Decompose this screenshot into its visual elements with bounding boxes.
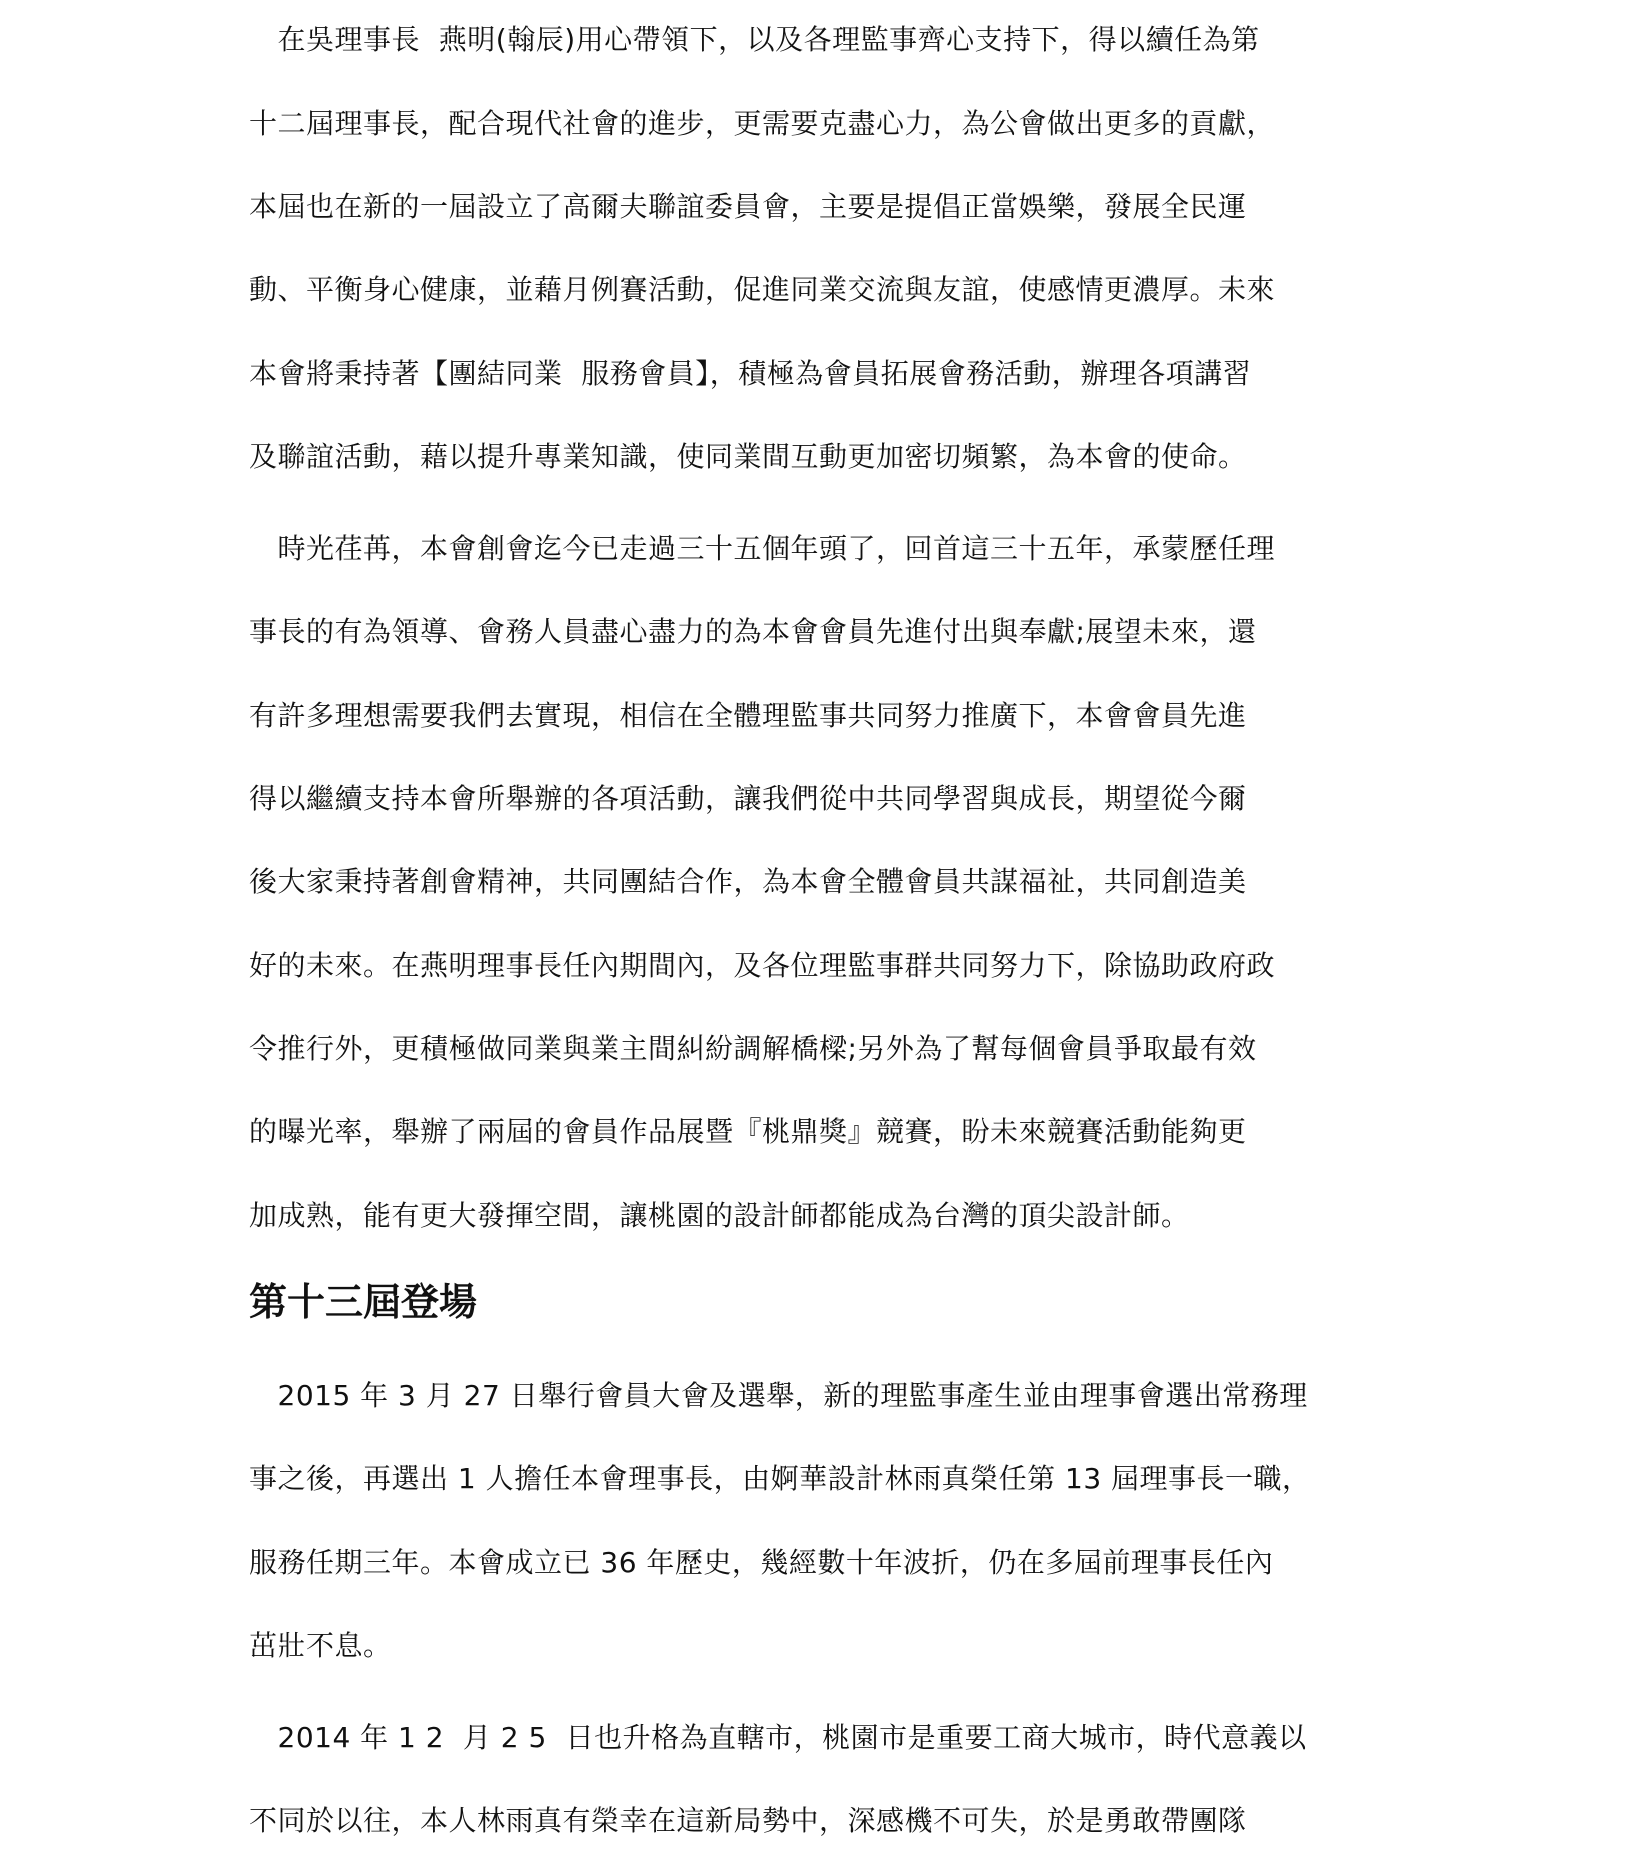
paragraph-2-line-7: 令推行外，更積極做同業與業主間糾紛調解橋樑;另外為了幫每個會員爭取最有效: [249, 1032, 1257, 1065]
paragraph-4-line-1: 2014 年 1 2 月 2 5 日也升格為直轄市，桃園市是重要工商大城市，時代意義以: [249, 1721, 1307, 1754]
paragraph-1-line-5: 本會將秉持著【團結同業 服務會員】，積極為會員拓展會務活動，辦理各項講習: [249, 357, 1252, 390]
paragraph-4-line-2: 不同於以往，本人林雨真有榮幸在這新局勢中，深感機不可失，於是勇敢帶團隊: [249, 1804, 1247, 1837]
paragraph-3-line-2: 事之後，再選出 1 人擔任本會理事長，由婀華設計林雨真榮任第 13 屆理事長一職，: [249, 1462, 1311, 1495]
paragraph-3-line-4: 茁壯不息。: [249, 1629, 392, 1662]
paragraph-2-line-3: 有許多理想需要我們去實現，相信在全體理監事共同努力推廣下，本會會員先進: [249, 699, 1247, 732]
paragraph-2-line-9: 加成熟，能有更大發揮空間，讓桃園的設計師都能成為台灣的頂尖設計師。: [249, 1199, 1190, 1232]
paragraph-2-line-5: 後大家秉持著創會精神，共同團結合作，為本會全體會員共謀福祉，共同創造美: [249, 865, 1247, 898]
paragraph-2-line-1: 時光荏苒，本會創會迄今已走過三十五個年頭了，回首這三十五年，承蒙歷任理: [249, 532, 1276, 565]
paragraph-1-line-3: 本屆也在新的一屆設立了高爾夫聯誼委員會，主要是提倡正當娛樂，發展全民運: [249, 190, 1247, 223]
paragraph-2-line-6: 好的未來。在燕明理事長任內期間內，及各位理監事群共同努力下，除協助政府政: [249, 949, 1276, 982]
paragraph-3-line-1: 2015 年 3 月 27 日舉行會員大會及選舉，新的理監事產生並由理事會選出常務理: [249, 1379, 1308, 1412]
paragraph-1-line-1: 在吳理事長 燕明(翰辰)用心帶領下，以及各理監事齊心支持下，得以續任為第: [249, 23, 1260, 56]
paragraph-1-line-2: 十二屆理事長，配合現代社會的進步，更需要克盡心力，為公會做出更多的貢獻，: [249, 107, 1276, 140]
paragraph-2-line-2: 事長的有為領導、會務人員盡心盡力的為本會會員先進付出與奉獻;展望未來，還: [249, 615, 1257, 648]
section-heading: 第十三屆登場: [249, 1280, 478, 1324]
paragraph-1-line-4: 動、平衡身心健康，並藉月例賽活動，促進同業交流與友誼，使感情更濃厚。未來: [249, 273, 1276, 306]
paragraph-2-line-8: 的曝光率，舉辦了兩屆的會員作品展暨『桃鼎獎』競賽，盼未來競賽活動能夠更: [249, 1115, 1247, 1148]
paragraph-2-line-4: 得以繼續支持本會所舉辦的各項活動，讓我們從中共同學習與成長，期望從今爾: [249, 782, 1247, 815]
paragraph-3-line-3: 服務任期三年。本會成立已 36 年歷史，幾經數十年波折，仍在多屆前理事長任內: [249, 1546, 1274, 1579]
paragraph-1-line-6: 及聯誼活動，藉以提升專業知識，使同業間互動更加密切頻繁，為本會的使命。: [249, 440, 1247, 473]
